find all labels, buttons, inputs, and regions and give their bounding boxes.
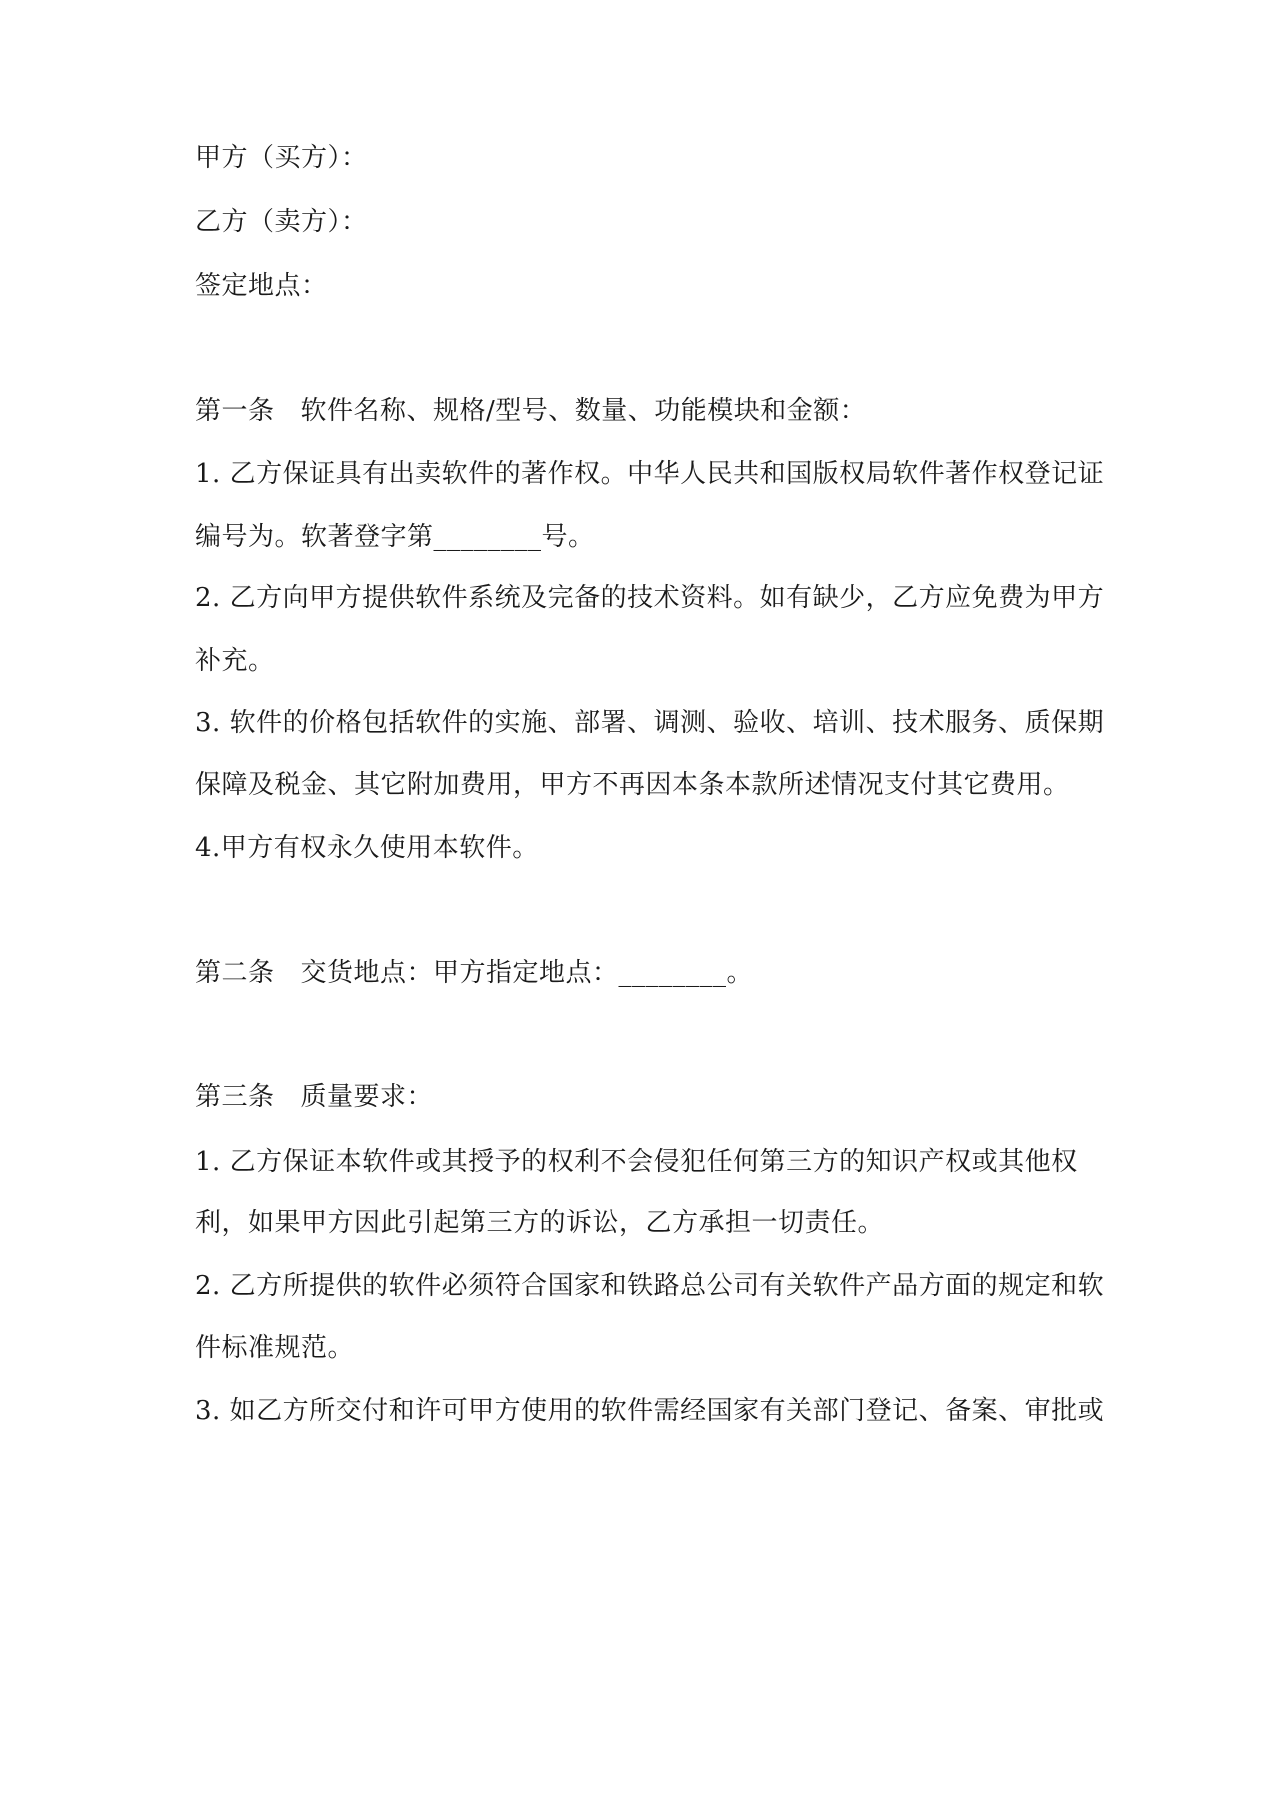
article-1-line: 保障及税金、其它附加费用，甲方不再因本条本款所述情况支付其它费用。 [195,770,1070,800]
article-1-line: 4.甲方有权永久使用本软件。 [195,833,539,863]
article-3-line: 1. 乙方保证本软件或其授予的权利不会侵犯任何第三方的知识产权或其他权 [195,1147,1078,1177]
article-3-number: 第三条 [195,1082,275,1112]
contract-page [195,0,1105,1810]
article-3-line: 3. 如乙方所交付和许可甲方使用的软件需经国家有关部门登记、备案、审批或 [195,1396,1105,1426]
article-1-line: 2. 乙方向甲方提供软件系统及完备的技术资料。如有缺少，乙方应免费为甲方 [195,583,1105,613]
article-1-number: 第一条 [195,396,275,426]
article-3-line: 利，如果甲方因此引起第三方的诉讼，乙方承担一切责任。 [195,1208,885,1238]
party-b-line: 乙方（卖方）： [195,207,368,237]
article-3-line: 件标准规范。 [195,1333,355,1363]
article-2-heading [195,955,753,991]
article-2-title: 交货地点：甲方指定地点：________。 [300,958,754,988]
article-1-line: 3. 软件的价格包括软件的实施、部署、调测、验收、培训、技术服务、质保期 [195,708,1105,738]
article-3-line: 2. 乙方所提供的软件必须符合国家和铁路总公司有关软件产品方面的规定和软 [195,1271,1105,1301]
party-a-line: 甲方（买方）： [195,143,368,173]
article-1-line: 补充。 [195,646,275,676]
article-1-title: 软件名称、规格/型号、数量、功能模块和金额： [300,396,867,426]
article-1-line: 1. 乙方保证具有出卖软件的著作权。中华人民共和国版权局软件著作权登记证 [195,459,1105,489]
article-1-line: 编号为。软著登字第________号。 [195,522,595,552]
article-2-number: 第二条 [195,958,275,988]
article-3-heading [195,1079,433,1115]
signing-place-line: 签定地点： [195,271,328,301]
article-3-title: 质量要求： [300,1082,434,1112]
article-1-heading [195,393,866,429]
